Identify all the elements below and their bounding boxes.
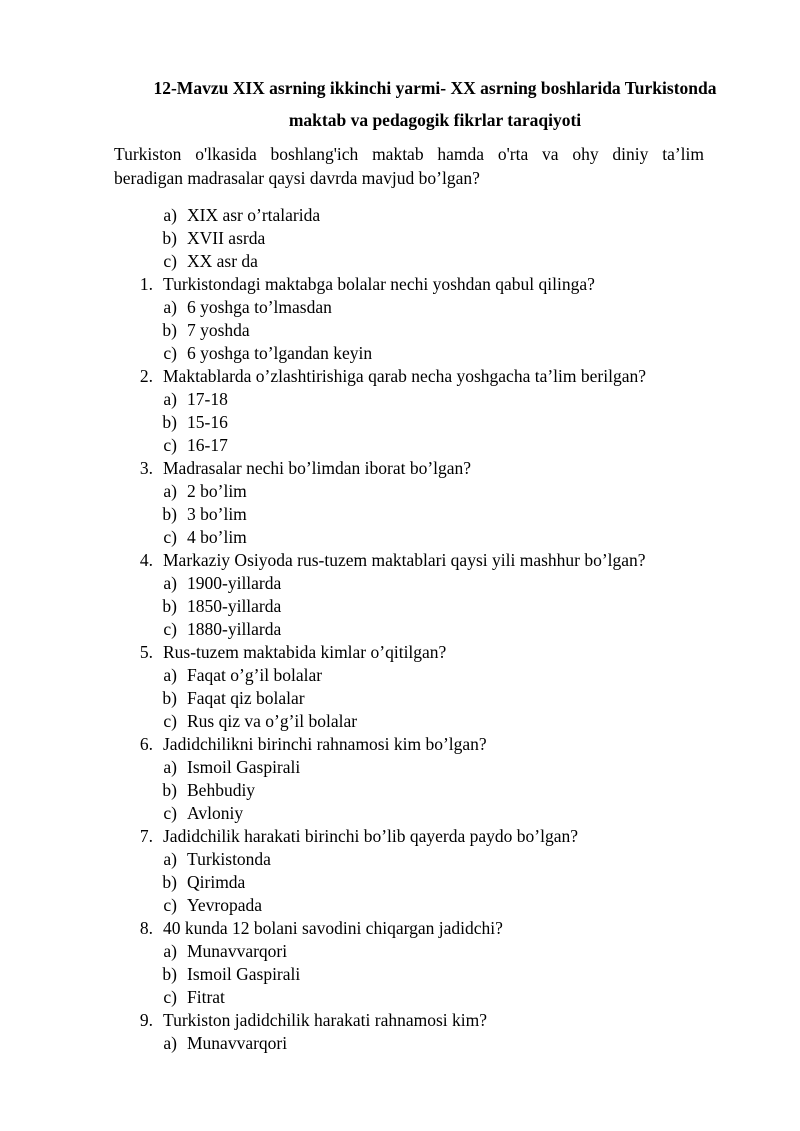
- option-text: Ismoil Gaspirali: [187, 964, 301, 984]
- answer-option: [0, 940, 800, 963]
- question-number: 3.: [139, 458, 153, 478]
- option-text: 7 yoshda: [187, 320, 250, 340]
- option-marker: a): [163, 205, 177, 225]
- intro-question-line-2: beradigan madrasalar qaysi davrda mavjud bo’lgan?: [114, 168, 480, 188]
- option-text: 16-17: [187, 435, 228, 455]
- question-item: [0, 549, 800, 572]
- option-text: Faqat qiz bolalar: [187, 688, 305, 708]
- option-marker: c): [163, 803, 177, 823]
- question-text: Turkistondagi maktabga bolalar nechi yoshdan qabul qilinga?: [163, 274, 595, 294]
- option-text: XVII asrda: [187, 228, 266, 248]
- question-number: 9.: [139, 1010, 153, 1030]
- option-text: Rus qiz va o’g’il bolalar: [187, 711, 358, 731]
- answer-option: [0, 250, 800, 273]
- option-text: Ismoil Gaspirali: [187, 757, 301, 777]
- option-text: 1880-yillarda: [187, 619, 282, 639]
- question-item: [0, 825, 800, 848]
- option-marker: c): [163, 435, 177, 455]
- option-text: XX asr da: [187, 251, 258, 271]
- option-marker: c): [163, 895, 177, 915]
- page-title-line-2: maktab va pedagogik fikrlar taraqiyoti: [288, 110, 582, 130]
- option-text: 15-16: [187, 412, 228, 432]
- option-text: 6 yoshga to’lgandan keyin: [187, 343, 373, 363]
- answer-option: [0, 848, 800, 871]
- option-marker: b): [162, 964, 177, 984]
- intro-question-line-1: Turkiston o'lkasida boshlang'ich maktab hamda o'rta va ohy diniy ta’lim: [114, 144, 704, 164]
- option-marker: a): [163, 941, 177, 961]
- option-text: 6 yoshga to’lmasdan: [187, 297, 332, 317]
- question-text: Maktablarda o’zlashtirishiga qarab necha yoshgacha ta’lim berilgan?: [163, 366, 646, 386]
- answer-option: [0, 664, 800, 687]
- option-text: Munavvarqori: [187, 1033, 288, 1053]
- answer-option: [0, 710, 800, 733]
- answer-option: [0, 1032, 800, 1055]
- option-text: Fitrat: [187, 987, 225, 1007]
- option-marker: c): [163, 619, 177, 639]
- option-text: Munavvarqori: [187, 941, 288, 961]
- answer-option: [0, 296, 800, 319]
- option-marker: b): [162, 412, 177, 432]
- option-marker: b): [162, 596, 177, 616]
- answer-option: [0, 319, 800, 342]
- option-text: Qirimda: [187, 872, 246, 892]
- option-marker: b): [162, 504, 177, 524]
- answer-option: [0, 434, 800, 457]
- option-marker: b): [162, 320, 177, 340]
- answer-option: [0, 480, 800, 503]
- option-marker: a): [163, 573, 177, 593]
- option-text: Faqat o’g’il bolalar: [187, 665, 323, 685]
- option-marker: c): [163, 711, 177, 731]
- answer-option: [0, 388, 800, 411]
- answer-option: [0, 963, 800, 986]
- answer-option: [0, 526, 800, 549]
- question-number: 1.: [139, 274, 153, 294]
- option-marker: c): [163, 251, 177, 271]
- option-text: Behbudiy: [187, 780, 256, 800]
- question-text: 40 kunda 12 bolani savodini chiqargan jadidchi?: [163, 918, 503, 938]
- question-number: 8.: [139, 918, 153, 938]
- answer-option: [0, 779, 800, 802]
- option-text: 4 bo’lim: [187, 527, 247, 547]
- page-title-line-1: 12-Mavzu XIX asrning ikkinchi yarmi- XX asrning boshlarida Turkistonda: [153, 78, 717, 98]
- question-number: 7.: [139, 826, 153, 846]
- answer-option: [0, 227, 800, 250]
- option-marker: b): [162, 872, 177, 892]
- option-marker: c): [163, 343, 177, 363]
- answer-option: [0, 802, 800, 825]
- option-marker: a): [163, 297, 177, 317]
- option-marker: a): [163, 665, 177, 685]
- question-item: [0, 1009, 800, 1032]
- option-marker: b): [162, 688, 177, 708]
- question-text: Madrasalar nechi bo’limdan iborat bo’lgan?: [163, 458, 472, 478]
- answer-option: [0, 204, 800, 227]
- option-marker: c): [163, 527, 177, 547]
- question-number: 6.: [139, 734, 153, 754]
- option-text: 1900-yillarda: [187, 573, 282, 593]
- question-text: Jadidchilikni birinchi rahnamosi kim bo’lgan?: [163, 734, 487, 754]
- option-text: 17-18: [187, 389, 228, 409]
- option-text: XIX asr o’rtalarida: [187, 205, 321, 225]
- question-text: Markaziy Osiyoda rus-tuzem maktablari qaysi yili mashhur bo’lgan?: [163, 550, 646, 570]
- option-marker: b): [162, 780, 177, 800]
- option-marker: a): [163, 1033, 177, 1053]
- question-item: [0, 365, 800, 388]
- option-text: 1850-yillarda: [187, 596, 282, 616]
- option-marker: c): [163, 987, 177, 1007]
- question-item: [0, 917, 800, 940]
- answer-option: [0, 986, 800, 1009]
- question-number: 4.: [139, 550, 153, 570]
- question-text: Rus-tuzem maktabida kimlar o’qitilgan?: [163, 642, 447, 662]
- question-text: Jadidchilik harakati birinchi bo’lib qayerda paydo bo’lgan?: [163, 826, 579, 846]
- question-number: 5.: [139, 642, 153, 662]
- question-list: [0, 204, 800, 1055]
- answer-option: [0, 342, 800, 365]
- option-text: Turkistonda: [187, 849, 271, 869]
- answer-option: [0, 503, 800, 526]
- answer-option: [0, 756, 800, 779]
- answer-option: [0, 687, 800, 710]
- option-text: Yevropada: [187, 895, 263, 915]
- question-item: [0, 733, 800, 756]
- question-text: Turkiston jadidchilik harakati rahnamosi kim?: [163, 1010, 488, 1030]
- option-marker: a): [163, 849, 177, 869]
- answer-option: [0, 894, 800, 917]
- option-text: Avloniy: [187, 803, 244, 823]
- answer-option: [0, 411, 800, 434]
- answer-option: [0, 595, 800, 618]
- question-item: [0, 641, 800, 664]
- answer-option: [0, 871, 800, 894]
- option-marker: a): [163, 481, 177, 501]
- option-marker: a): [163, 389, 177, 409]
- answer-option: [0, 618, 800, 641]
- question-number: 2.: [139, 366, 153, 386]
- option-marker: b): [162, 228, 177, 248]
- question-item: [0, 457, 800, 480]
- option-text: 3 bo’lim: [187, 504, 247, 524]
- question-item: [0, 273, 800, 296]
- answer-option: [0, 572, 800, 595]
- intro-question: [114, 142, 704, 190]
- option-text: 2 bo’lim: [187, 481, 247, 501]
- option-marker: a): [163, 757, 177, 777]
